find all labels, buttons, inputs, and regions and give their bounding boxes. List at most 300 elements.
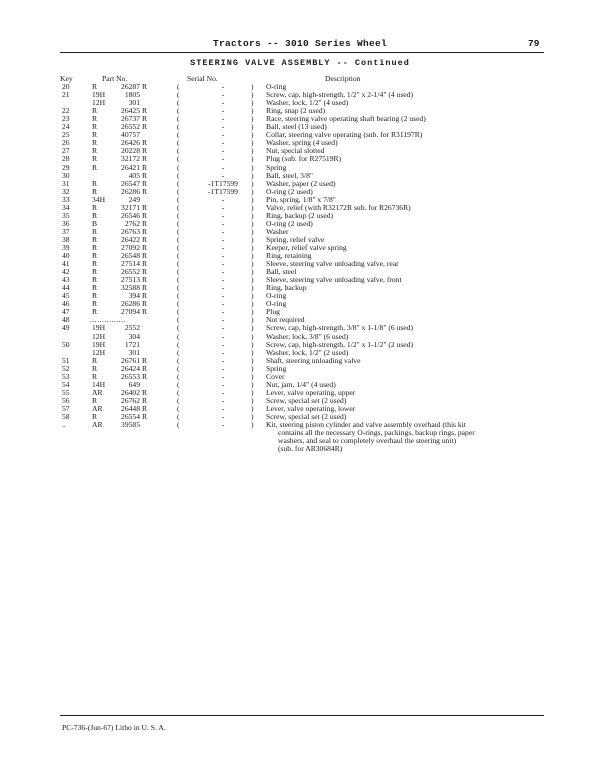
paren-close: ) <box>251 379 254 389</box>
paren-open: ( <box>177 363 180 373</box>
part-suffix: R <box>142 355 148 365</box>
part-suffix: R <box>142 210 148 220</box>
part-prefix: B <box>92 218 98 228</box>
paren-close: ) <box>251 226 254 236</box>
paren-close: ) <box>251 355 254 365</box>
part-number: 26424 <box>121 363 140 373</box>
part-suffix: R <box>142 403 148 413</box>
paren-close: ) <box>251 82 254 92</box>
paren-close: ) <box>251 283 254 293</box>
description-cell: O-ring <box>266 299 287 309</box>
description-cell: Shaft, steering unloading valve <box>266 355 361 365</box>
paren-open: ( <box>177 411 180 421</box>
part-suffix: R <box>142 146 148 156</box>
section-title: STEERING VALVE ASSEMBLY -- Continued <box>190 58 410 68</box>
description-cell: Washer <box>266 226 289 236</box>
paren-open: ( <box>177 251 180 261</box>
paren-open: ( <box>177 178 180 188</box>
part-suffix: R <box>142 202 148 212</box>
paren-close: ) <box>251 130 254 140</box>
paren-open: ( <box>177 234 180 244</box>
part-number: 39585 <box>121 420 140 430</box>
paren-open: ( <box>177 331 180 341</box>
part-suffix: R <box>142 259 148 269</box>
paren-close: ) <box>251 210 254 220</box>
key-cell: 26 <box>62 138 70 148</box>
key-cell: 35 <box>62 210 70 220</box>
description-cell: Cover <box>266 371 285 381</box>
part-prefix: 19H <box>92 90 106 100</box>
part-prefix: R <box>92 106 98 116</box>
part-suffix: R <box>142 114 148 124</box>
part-prefix: R <box>92 307 98 317</box>
part-suffix: R <box>142 186 148 196</box>
key-cell: 45 <box>62 291 70 301</box>
part-number: 405 <box>128 170 140 180</box>
paren-open: ( <box>177 210 180 220</box>
description-cell: Ring, backup (2 used) <box>266 210 334 220</box>
description-cell: Nut, special slotted <box>266 146 325 156</box>
key-cell: 52 <box>62 363 70 373</box>
paren-open: ( <box>177 82 180 92</box>
description-cell: Spring, relief valve <box>266 234 325 244</box>
key-cell: 36 <box>62 218 70 228</box>
paren-close: ) <box>251 307 254 317</box>
part-number: 26286 <box>121 299 140 309</box>
serial-cell: -1T17599 <box>208 178 238 188</box>
paren-open: ( <box>177 347 180 357</box>
serial-cell: - <box>221 307 225 317</box>
part-number: 26554 <box>121 411 140 421</box>
part-prefix: R <box>92 251 98 261</box>
paren-close: ) <box>251 299 254 309</box>
serial-cell: - <box>221 82 225 92</box>
description-continuation <box>60 445 550 453</box>
key-cell: 23 <box>62 114 70 124</box>
part-number: 26426 <box>121 138 140 148</box>
serial-cell: - <box>221 162 225 172</box>
part-number: 26286 <box>121 186 140 196</box>
description-continuation-text: contains all the necessary O-rings, packings, backup rings, paper <box>278 428 475 438</box>
part-not-listed: ............... <box>90 315 126 325</box>
part-prefix: R <box>92 162 98 172</box>
part-number: 301 <box>128 347 140 357</box>
paren-close: ) <box>251 331 254 341</box>
description-cell: Pin, spring, 1/8" x 7/8" <box>266 194 336 204</box>
paren-open: ( <box>177 186 180 196</box>
description-cell: O-ring (2 used) <box>266 218 313 228</box>
description-cell: Washer, paper (2 used) <box>266 178 336 188</box>
part-suffix: R <box>142 82 148 92</box>
key-cell: 38 <box>62 234 70 244</box>
part-number: 32172 <box>121 154 140 164</box>
paren-close: ) <box>251 411 254 421</box>
part-prefix: R <box>92 178 98 188</box>
paren-open: ( <box>177 90 180 100</box>
description-cell: Spring <box>266 363 287 373</box>
part-suffix: R <box>142 267 148 277</box>
paren-open: ( <box>177 138 180 148</box>
part-prefix: R <box>92 210 98 220</box>
paren-open: ( <box>177 98 180 108</box>
paren-open: ( <box>177 114 180 124</box>
part-number: 1721 <box>124 339 140 349</box>
part-prefix: R <box>92 267 98 277</box>
paren-open: ( <box>177 267 180 277</box>
part-prefix: R <box>92 411 98 421</box>
key-cell: .. <box>62 420 66 430</box>
paren-close: ) <box>251 98 254 108</box>
serial-cell: - <box>221 122 225 132</box>
part-number: 301 <box>128 98 140 108</box>
page-header-title: Tractors -- 3010 Series Wheel <box>212 38 388 49</box>
paren-close: ) <box>251 162 254 172</box>
key-cell: 25 <box>62 130 70 140</box>
paren-close: ) <box>251 347 254 357</box>
paren-open: ( <box>177 275 180 285</box>
part-number: 394 <box>128 291 140 301</box>
paren-close: ) <box>251 194 254 204</box>
serial-cell: - <box>221 411 225 421</box>
key-cell: 32 <box>62 186 70 196</box>
paren-open: ( <box>177 194 180 204</box>
paren-close: ) <box>251 106 254 116</box>
footer-rule <box>60 715 544 716</box>
part-number: 27094 <box>121 307 140 317</box>
description-continuation-text: washers, and seal to completely overhaul the steering unit) <box>278 436 457 446</box>
part-suffix: R <box>142 154 148 164</box>
col-part-no-header: Part No. <box>102 74 128 83</box>
col-serial-no-header: Serial No. <box>187 74 218 83</box>
description-cell: Lever, valve operating, lower <box>266 403 356 413</box>
description-cell: Ring, retaining <box>266 251 312 261</box>
part-prefix: 12H <box>92 331 106 341</box>
description-cell: Washer, lock, 1/2" (2 used) <box>266 347 349 357</box>
serial-cell: - <box>221 339 225 349</box>
key-cell: 43 <box>62 275 70 285</box>
part-suffix: R <box>142 170 148 180</box>
part-suffix: R <box>142 251 148 261</box>
header-rule <box>60 52 544 53</box>
description-cell: Nut, jam, 1/4" (4 used) <box>266 379 336 389</box>
serial-cell: - <box>221 242 225 252</box>
part-prefix: 19H <box>92 339 106 349</box>
part-suffix: R <box>142 387 148 397</box>
description-cell: Washer, lock, 1/2" (4 used) <box>266 98 349 108</box>
paren-open: ( <box>177 218 180 228</box>
part-prefix: R <box>92 259 98 269</box>
part-prefix: R <box>92 291 98 301</box>
part-prefix: 19H <box>92 323 106 333</box>
page-number: 79 <box>528 38 540 49</box>
part-number: 26402 <box>121 387 140 397</box>
key-cell: 58 <box>62 411 70 421</box>
paren-close: ) <box>251 178 254 188</box>
description-cell: Screw, cap, high-strength, 3/8" x 1-1/8" (6 used) <box>266 323 414 333</box>
part-prefix: R <box>92 355 98 365</box>
paren-open: ( <box>177 259 180 269</box>
paren-open: ( <box>177 355 180 365</box>
key-cell: 39 <box>62 242 70 252</box>
paren-close: ) <box>251 154 254 164</box>
part-suffix: R <box>142 395 148 405</box>
part-number: 26763 <box>121 226 140 236</box>
paren-open: ( <box>177 162 180 172</box>
paren-close: ) <box>251 403 254 413</box>
description-cell: O-ring (2 used) <box>266 186 313 196</box>
serial-cell: - <box>221 98 225 108</box>
paren-open: ( <box>177 299 180 309</box>
part-prefix: R <box>92 371 98 381</box>
serial-cell: - <box>221 210 225 220</box>
key-cell: 22 <box>62 106 70 116</box>
part-suffix: R <box>142 178 148 188</box>
key-cell: 50 <box>62 339 70 349</box>
part-number: 2552 <box>124 323 140 333</box>
description-cell: Ring, backup <box>266 283 307 293</box>
key-cell: 34 <box>62 202 70 212</box>
part-prefix: R <box>92 275 98 285</box>
part-suffix: R <box>142 218 148 228</box>
paren-close: ) <box>251 146 254 156</box>
description-cell: O-ring <box>266 82 287 92</box>
part-number: 1805 <box>124 90 140 100</box>
paren-open: ( <box>177 307 180 317</box>
part-prefix: R <box>92 146 98 156</box>
description-cell: Ball, steel <box>266 267 297 277</box>
key-cell: 20 <box>62 82 70 92</box>
part-number: 27513 <box>121 275 140 285</box>
key-cell: 37 <box>62 226 70 236</box>
serial-cell: - <box>221 323 225 333</box>
description-cell: Washer, lock, 3/8" (6 used) <box>266 331 349 341</box>
serial-cell: - <box>221 106 225 116</box>
description-cell: Ring, snap (2 used) <box>266 106 326 116</box>
col-key-header: Key <box>60 74 73 83</box>
key-cell: 31 <box>62 178 70 188</box>
part-suffix: R <box>142 307 148 317</box>
serial-cell: - <box>221 291 225 301</box>
key-cell: 48 <box>62 315 70 325</box>
serial-cell: - <box>221 395 225 405</box>
paren-open: ( <box>177 371 180 381</box>
part-prefix: AR <box>92 403 103 413</box>
description-continuation-text: (sub. for AR30684R) <box>278 444 343 454</box>
serial-cell: - <box>221 194 225 204</box>
key-cell: 53 <box>62 371 70 381</box>
paren-close: ) <box>251 186 254 196</box>
part-prefix: AR <box>92 420 103 430</box>
part-number: 26421 <box>121 162 140 172</box>
description-cell: Race, steering valve operating shaft bearing (2 used) <box>266 114 426 124</box>
serial-cell: - <box>221 202 225 212</box>
part-number: 26762 <box>121 395 140 405</box>
description-cell: Keeper, relief valve spring <box>266 242 347 252</box>
paren-close: ) <box>251 170 254 180</box>
serial-cell: - <box>221 347 225 357</box>
part-number: 26546 <box>121 210 140 220</box>
key-cell: 46 <box>62 299 70 309</box>
description-cell: Plug <box>266 307 280 317</box>
part-prefix: R <box>92 363 98 373</box>
paren-open: ( <box>177 387 180 397</box>
paren-close: ) <box>251 420 254 430</box>
paren-open: ( <box>177 315 180 325</box>
paren-close: ) <box>251 218 254 228</box>
paren-open: ( <box>177 403 180 413</box>
paren-close: ) <box>251 339 254 349</box>
paren-close: ) <box>251 371 254 381</box>
part-suffix: R <box>142 106 148 116</box>
serial-cell: - <box>221 363 225 373</box>
part-number: 27092 <box>121 242 140 252</box>
description-cell: Spring <box>266 162 287 172</box>
part-suffix: R <box>142 242 148 252</box>
part-number: 304 <box>128 331 140 341</box>
part-number: 26553 <box>121 371 140 381</box>
paren-close: ) <box>251 267 254 277</box>
serial-cell: - <box>221 403 225 413</box>
part-suffix: R <box>142 275 148 285</box>
part-suffix: R <box>142 299 148 309</box>
paren-close: ) <box>251 114 254 124</box>
paren-open: ( <box>177 130 180 140</box>
paren-close: ) <box>251 234 254 244</box>
serial-cell: - <box>221 379 225 389</box>
description-cell: Screw, special set (2 used) <box>266 395 347 405</box>
key-cell: 56 <box>62 395 70 405</box>
part-prefix: R <box>92 82 98 92</box>
part-prefix: R <box>92 186 98 196</box>
description-cell: Sleeve, steering valve unloading valve, rear <box>266 259 399 269</box>
paren-close: ) <box>251 242 254 252</box>
serial-cell: -1T17599 <box>208 186 238 196</box>
paren-close: ) <box>251 291 254 301</box>
part-number: 26547 <box>121 178 140 188</box>
description-cell: Valve, relief (with R32172R sub. for R26736R) <box>266 202 411 212</box>
key-cell: 51 <box>62 355 70 365</box>
key-cell: 24 <box>62 122 70 132</box>
serial-cell: - <box>221 420 225 430</box>
footer-text: PC-736-(Jun-67) Litho in U. S. A. <box>62 723 166 732</box>
serial-cell: - <box>221 138 225 148</box>
key-cell: 54 <box>62 379 70 389</box>
part-prefix: R <box>92 202 98 212</box>
parts-table <box>60 75 550 453</box>
paren-close: ) <box>251 387 254 397</box>
serial-cell: - <box>221 275 225 285</box>
serial-cell: - <box>221 355 225 365</box>
part-number: 26552 <box>121 267 140 277</box>
part-number: 32588 <box>121 283 140 293</box>
key-cell: 55 <box>62 387 70 397</box>
paren-open: ( <box>177 283 180 293</box>
paren-open: ( <box>177 202 180 212</box>
paren-open: ( <box>177 291 180 301</box>
key-cell: 44 <box>62 283 70 293</box>
part-suffix: R <box>142 283 148 293</box>
part-prefix: R <box>92 299 98 309</box>
serial-cell: - <box>221 154 225 164</box>
part-suffix: R <box>142 226 148 236</box>
description-cell: O-ring <box>266 291 287 301</box>
paren-open: ( <box>177 106 180 116</box>
key-cell: 28 <box>62 154 70 164</box>
key-cell: 29 <box>62 162 70 172</box>
paren-open: ( <box>177 146 180 156</box>
serial-cell: - <box>221 170 225 180</box>
part-prefix: R <box>92 283 98 293</box>
paren-open: ( <box>177 226 180 236</box>
key-cell: 30 <box>62 170 70 180</box>
paren-open: ( <box>177 170 180 180</box>
key-cell: 40 <box>62 251 70 261</box>
part-number: 26548 <box>121 251 140 261</box>
key-cell: 27 <box>62 146 70 156</box>
part-number: 649 <box>128 379 140 389</box>
paren-open: ( <box>177 154 180 164</box>
paren-close: ) <box>251 138 254 148</box>
serial-cell: - <box>221 226 225 236</box>
part-prefix: 14H <box>92 379 106 389</box>
description-cell: Collar, steering valve operating (sub. for R31197R) <box>266 130 423 140</box>
part-suffix: R <box>142 122 148 132</box>
paren-open: ( <box>177 242 180 252</box>
paren-open: ( <box>177 122 180 132</box>
part-suffix: R <box>142 411 148 421</box>
serial-cell: - <box>221 146 225 156</box>
part-prefix: 12H <box>92 347 106 357</box>
serial-cell: - <box>221 90 225 100</box>
paren-close: ) <box>251 395 254 405</box>
part-suffix: R <box>142 363 148 373</box>
serial-cell: - <box>221 387 225 397</box>
part-number: 26737 <box>121 114 140 124</box>
part-number: 27514 <box>121 259 140 269</box>
key-cell: 49 <box>62 323 70 333</box>
paren-close: ) <box>251 363 254 373</box>
paren-close: ) <box>251 315 254 325</box>
serial-cell: - <box>221 130 225 140</box>
table-row <box>60 308 550 316</box>
part-number: 26552 <box>121 122 140 132</box>
paren-open: ( <box>177 420 180 430</box>
description-cell: Kit, steering piston cylinder and valve assembly overhaul (this kit <box>266 420 466 430</box>
part-prefix: R <box>92 114 98 124</box>
part-prefix: R <box>92 154 98 164</box>
description-cell: Lever, valve operating, upper <box>266 387 356 397</box>
paren-open: ( <box>177 379 180 389</box>
paren-open: ( <box>177 339 180 349</box>
part-number: 32171 <box>121 202 140 212</box>
paren-close: ) <box>251 259 254 269</box>
part-number: 26425 <box>121 106 140 116</box>
part-prefix: 12H <box>92 98 106 108</box>
description-cell: Washer, spring (4 used) <box>266 138 338 148</box>
key-cell: 42 <box>62 267 70 277</box>
part-prefix: R <box>92 242 98 252</box>
key-cell: 21 <box>62 90 70 100</box>
part-suffix: R <box>142 371 148 381</box>
part-prefix: R <box>92 138 98 148</box>
serial-cell: - <box>221 299 225 309</box>
description-cell: Plug (sub. for R27519R) <box>266 154 342 164</box>
paren-close: ) <box>251 90 254 100</box>
part-suffix: R <box>142 138 148 148</box>
serial-cell: - <box>221 331 225 341</box>
serial-cell: - <box>221 114 225 124</box>
key-cell: 41 <box>62 259 70 269</box>
